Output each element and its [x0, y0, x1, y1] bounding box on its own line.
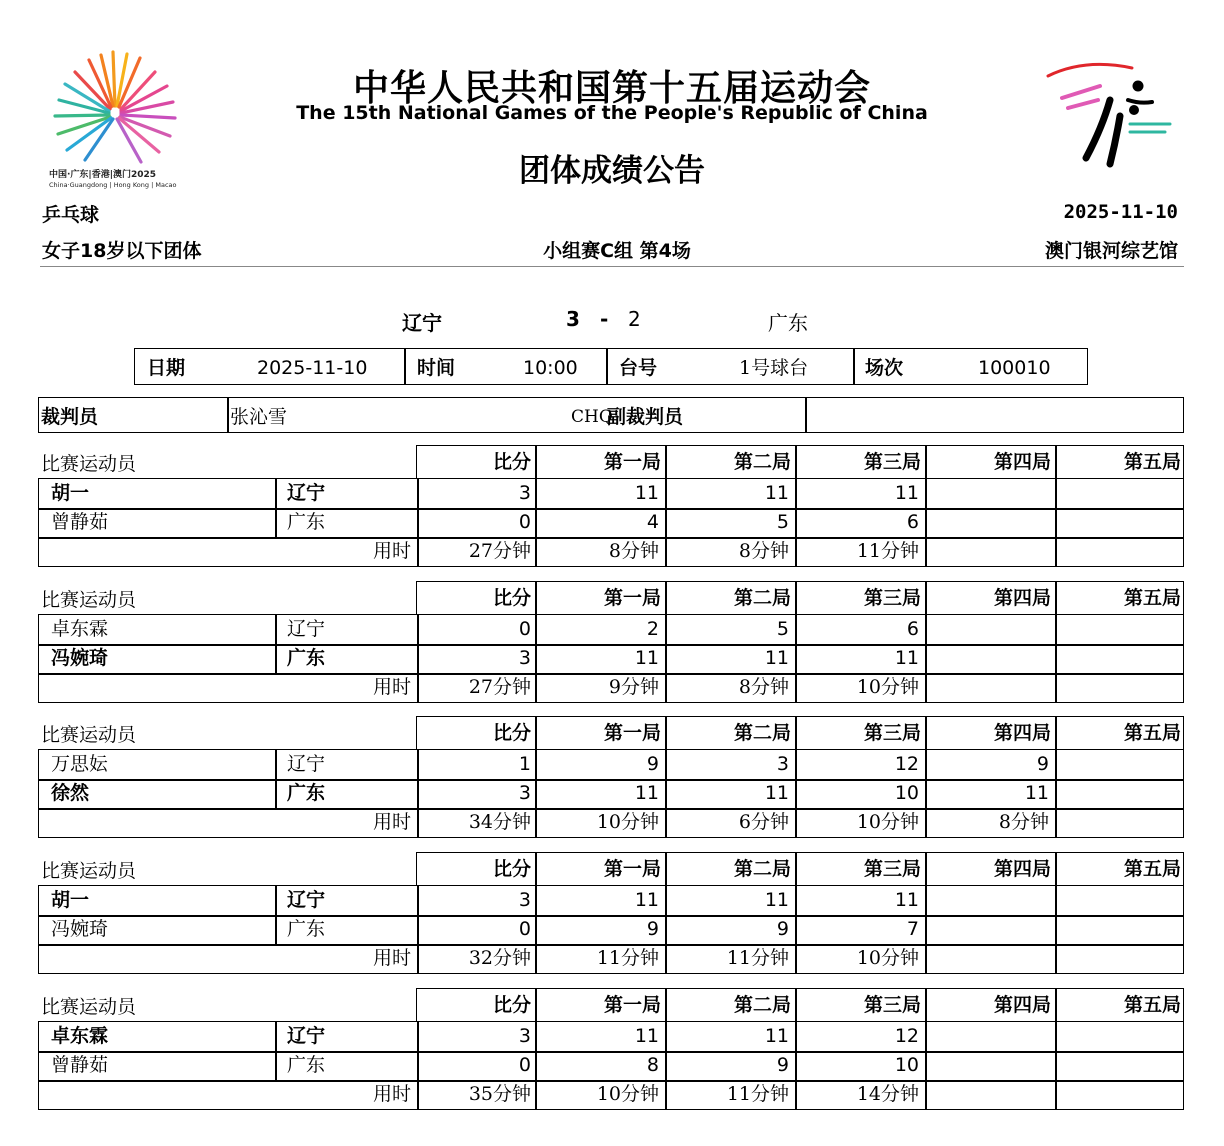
column-divider	[417, 615, 419, 702]
column-divider	[665, 886, 667, 973]
row-divider	[39, 779, 1183, 781]
score-header-row	[416, 852, 1184, 886]
game-score: 11	[1024, 782, 1049, 804]
score-column-header: 比分	[492, 451, 531, 473]
match-score: 0	[518, 511, 531, 533]
games-title-english: The 15th National Games of the People's Republic of China	[296, 102, 928, 124]
match-score: 0	[518, 918, 531, 940]
referee-divider	[805, 398, 807, 432]
game-4-column-header: 第四局	[993, 451, 1051, 473]
column-divider	[925, 479, 927, 566]
game-2-column-header: 第二局	[733, 722, 791, 744]
column-divider	[925, 1022, 927, 1109]
score-column-header: 比分	[492, 994, 531, 1016]
column-divider	[795, 1022, 797, 1109]
row-divider	[39, 915, 1183, 917]
game-4-column-header: 第四局	[993, 722, 1051, 744]
match-score: 0	[518, 1054, 531, 1076]
player-team: 广东	[287, 782, 326, 804]
info-divider	[853, 349, 855, 384]
game-3-column-header: 第三局	[863, 858, 921, 880]
round-info: 小组赛C组 第4场	[543, 240, 691, 262]
column-divider	[795, 615, 797, 702]
referee-code: CHQ	[571, 407, 613, 427]
game-duration: 9分钟	[608, 676, 659, 698]
column-divider	[535, 750, 537, 837]
column-divider	[665, 853, 667, 885]
logo-caption-cn: 中国·广东|香港|澳门2025	[49, 170, 157, 180]
duration-label: 用时	[372, 676, 411, 698]
column-divider	[925, 615, 927, 702]
game-score: 11	[634, 889, 659, 911]
report-date: 2025-11-10	[1063, 201, 1178, 223]
column-divider	[1055, 886, 1057, 973]
score-column-header: 比分	[492, 722, 531, 744]
header-divider	[40, 266, 1184, 267]
score-header-row	[416, 716, 1184, 750]
game-score: 11	[894, 482, 919, 504]
game-duration: 11分钟	[856, 540, 919, 562]
game-score: 9	[1036, 753, 1049, 775]
game-score: 9	[776, 918, 789, 940]
column-divider	[665, 582, 667, 614]
total-duration: 32分钟	[468, 947, 531, 969]
date-value: 2025-11-10	[257, 357, 368, 379]
column-divider	[535, 582, 537, 614]
column-divider	[535, 717, 537, 749]
match-block	[0, 445, 1224, 575]
referee-name: 张沁雪	[230, 406, 288, 428]
column-divider	[535, 479, 537, 566]
match-score: 3	[518, 889, 531, 911]
column-divider	[795, 853, 797, 885]
game-duration: 14分钟	[856, 1083, 919, 1105]
column-divider	[795, 886, 797, 973]
game-duration: 10分钟	[856, 811, 919, 833]
column-divider	[665, 750, 667, 837]
game-duration: 8分钟	[608, 540, 659, 562]
game-3-column-header: 第三局	[863, 722, 921, 744]
game-duration: 11分钟	[726, 1083, 789, 1105]
game-1-column-header: 第一局	[603, 451, 661, 473]
column-divider	[535, 989, 537, 1021]
games-title-chinese: 中华人民共和国第十五届运动会	[352, 68, 871, 109]
players-column-label: 比赛运动员	[41, 453, 137, 475]
game-score: 9	[646, 918, 659, 940]
column-divider	[795, 582, 797, 614]
game-duration: 10分钟	[856, 676, 919, 698]
player-name: 卓东霖	[51, 1025, 109, 1047]
column-divider	[795, 989, 797, 1021]
game-score: 11	[634, 782, 659, 804]
match-result-table	[38, 885, 1184, 974]
column-divider	[1055, 717, 1057, 749]
game-1-column-header: 第一局	[603, 587, 661, 609]
match-result-table	[38, 749, 1184, 838]
column-divider	[795, 446, 797, 478]
team-a-score: 3	[566, 307, 580, 331]
player-team: 广东	[287, 511, 326, 533]
column-divider	[275, 479, 277, 537]
game-score: 12	[894, 1025, 919, 1047]
player-name: 徐然	[51, 782, 90, 804]
players-column-label: 比赛运动员	[41, 589, 137, 611]
game-duration: 6分钟	[738, 811, 789, 833]
game-score: 5	[776, 511, 789, 533]
column-divider	[417, 750, 419, 837]
event-name: 女子18岁以下团体	[42, 240, 202, 262]
game-score: 8	[646, 1054, 659, 1076]
column-divider	[925, 582, 927, 614]
players-column-label: 比赛运动员	[41, 996, 137, 1018]
game-score: 9	[776, 1054, 789, 1076]
player-team: 辽宁	[287, 482, 326, 504]
game-duration: 8分钟	[998, 811, 1049, 833]
venue-name: 澳门银河综艺馆	[1044, 240, 1178, 262]
row-divider	[39, 1051, 1183, 1053]
game-score: 2	[646, 618, 659, 640]
game-2-column-header: 第二局	[733, 451, 791, 473]
game-4-column-header: 第四局	[993, 994, 1051, 1016]
game-duration: 10分钟	[596, 811, 659, 833]
game-3-column-header: 第三局	[863, 994, 921, 1016]
referee-divider	[227, 398, 229, 432]
column-divider	[1055, 479, 1057, 566]
column-divider	[665, 1022, 667, 1109]
game-score: 11	[894, 889, 919, 911]
match-result-table	[38, 1021, 1184, 1110]
game-duration: 8分钟	[738, 676, 789, 698]
game-score: 11	[764, 1025, 789, 1047]
match-block	[0, 716, 1224, 846]
match-result-table	[38, 478, 1184, 567]
score-header-row	[416, 581, 1184, 615]
column-divider	[535, 853, 537, 885]
assistant-referee-label: 副裁判员	[607, 406, 684, 428]
table-label: 台号	[619, 357, 658, 379]
column-divider	[1055, 853, 1057, 885]
game-score: 11	[634, 647, 659, 669]
game-3-column-header: 第三局	[863, 587, 921, 609]
duration-label: 用时	[372, 540, 411, 562]
game-1-column-header: 第一局	[603, 722, 661, 744]
column-divider	[795, 479, 797, 566]
game-4-column-header: 第四局	[993, 858, 1051, 880]
player-name: 万思妘	[51, 753, 109, 775]
table-value: 1号球台	[739, 357, 809, 379]
team-a-name: 辽宁	[402, 311, 442, 335]
column-divider	[1055, 1022, 1057, 1109]
column-divider	[665, 717, 667, 749]
match-score: 3	[518, 1025, 531, 1047]
team-b-score: 2	[628, 307, 641, 331]
player-name: 曾静茹	[51, 1054, 109, 1076]
game-score: 11	[764, 782, 789, 804]
logo-caption-en: China·Guangdong | Hong Kong | Macao	[49, 181, 177, 189]
player-name: 胡一	[51, 482, 90, 504]
player-team: 广东	[287, 1054, 326, 1076]
referee-label: 裁判员	[41, 406, 99, 428]
column-divider	[417, 479, 419, 566]
game-5-column-header: 第五局	[1123, 451, 1181, 473]
match-score: 3	[518, 782, 531, 804]
sport-name: 乒乓球	[42, 204, 100, 226]
score-header-row	[416, 988, 1184, 1022]
document-title: 团体成绩公告	[519, 153, 705, 189]
column-divider	[925, 446, 927, 478]
column-divider	[925, 886, 927, 973]
game-5-column-header: 第五局	[1123, 722, 1181, 744]
column-divider	[275, 886, 277, 944]
match-score: 0	[518, 618, 531, 640]
match-info-box	[134, 348, 1088, 385]
match-score: 3	[518, 647, 531, 669]
duration-label: 用时	[372, 1083, 411, 1105]
row-divider	[39, 644, 1183, 646]
player-team: 辽宁	[287, 753, 326, 775]
player-team: 广东	[287, 918, 326, 940]
column-divider	[275, 750, 277, 808]
column-divider	[275, 1022, 277, 1080]
game-score: 7	[906, 918, 919, 940]
info-divider	[404, 349, 406, 384]
players-column-label: 比赛运动员	[41, 860, 137, 882]
game-score: 11	[764, 889, 789, 911]
game-score: 11	[764, 647, 789, 669]
player-team: 辽宁	[287, 1025, 326, 1047]
column-divider	[925, 750, 927, 837]
column-divider	[925, 989, 927, 1021]
game-score: 10	[894, 1054, 919, 1076]
player-team: 辽宁	[287, 618, 326, 640]
game-score: 10	[894, 782, 919, 804]
match-block	[0, 852, 1224, 982]
game-5-column-header: 第五局	[1123, 587, 1181, 609]
referee-box	[38, 397, 1184, 433]
player-team: 辽宁	[287, 889, 326, 911]
column-divider	[665, 446, 667, 478]
column-divider	[535, 886, 537, 973]
game-5-column-header: 第五局	[1123, 994, 1181, 1016]
game-1-column-header: 第一局	[603, 858, 661, 880]
column-divider	[1055, 446, 1057, 478]
team-b-name: 广东	[768, 311, 808, 335]
total-duration: 34分钟	[468, 811, 531, 833]
player-name: 冯婉琦	[51, 918, 109, 940]
game-duration: 8分钟	[738, 540, 789, 562]
column-divider	[417, 886, 419, 973]
info-divider	[606, 349, 608, 384]
column-divider	[535, 1022, 537, 1109]
duration-label: 用时	[372, 947, 411, 969]
row-divider	[39, 508, 1183, 510]
date-label: 日期	[147, 357, 186, 379]
game-duration: 11分钟	[726, 947, 789, 969]
column-divider	[535, 446, 537, 478]
game-score: 11	[894, 647, 919, 669]
column-divider	[795, 750, 797, 837]
game-duration: 10分钟	[596, 1083, 659, 1105]
player-name: 卓东霖	[51, 618, 109, 640]
player-name: 冯婉琦	[51, 647, 109, 669]
column-divider	[535, 615, 537, 702]
time-value: 10:00	[523, 357, 578, 379]
total-duration: 35分钟	[468, 1083, 531, 1105]
player-team: 广东	[287, 647, 326, 669]
player-name: 曾静茹	[51, 511, 109, 533]
score-column-header: 比分	[492, 587, 531, 609]
column-divider	[275, 615, 277, 673]
column-divider	[925, 717, 927, 749]
game-duration: 10分钟	[856, 947, 919, 969]
game-2-column-header: 第二局	[733, 587, 791, 609]
column-divider	[1055, 615, 1057, 702]
session-value: 100010	[978, 357, 1051, 379]
game-score: 5	[776, 618, 789, 640]
score-header-row	[416, 445, 1184, 479]
game-1-column-header: 第一局	[603, 994, 661, 1016]
match-score: 3	[518, 482, 531, 504]
column-divider	[665, 615, 667, 702]
score-column-header: 比分	[492, 858, 531, 880]
column-divider	[665, 479, 667, 566]
game-3-column-header: 第三局	[863, 451, 921, 473]
game-score: 11	[764, 482, 789, 504]
score-separator: -	[600, 307, 609, 331]
column-divider	[1055, 582, 1057, 614]
session-label: 场次	[865, 357, 904, 379]
match-block	[0, 988, 1224, 1118]
column-divider	[1055, 989, 1057, 1021]
game-4-column-header: 第四局	[993, 587, 1051, 609]
time-label: 时间	[417, 357, 456, 379]
total-duration: 27分钟	[468, 676, 531, 698]
game-score: 4	[646, 511, 659, 533]
column-divider	[795, 717, 797, 749]
game-score: 9	[646, 753, 659, 775]
game-2-column-header: 第二局	[733, 858, 791, 880]
match-result-table	[38, 614, 1184, 703]
game-score: 3	[776, 753, 789, 775]
player-name: 胡一	[51, 889, 90, 911]
game-score: 12	[894, 753, 919, 775]
players-column-label: 比赛运动员	[41, 724, 137, 746]
match-score: 1	[518, 753, 531, 775]
game-5-column-header: 第五局	[1123, 858, 1181, 880]
column-divider	[925, 853, 927, 885]
column-divider	[665, 989, 667, 1021]
game-score: 11	[634, 482, 659, 504]
game-score: 11	[634, 1025, 659, 1047]
duration-label: 用时	[372, 811, 411, 833]
game-score: 6	[906, 511, 919, 533]
match-block	[0, 581, 1224, 711]
column-divider	[417, 1022, 419, 1109]
column-divider	[1055, 750, 1057, 837]
game-duration: 11分钟	[596, 947, 659, 969]
game-score: 6	[906, 618, 919, 640]
total-duration: 27分钟	[468, 540, 531, 562]
game-2-column-header: 第二局	[733, 994, 791, 1016]
